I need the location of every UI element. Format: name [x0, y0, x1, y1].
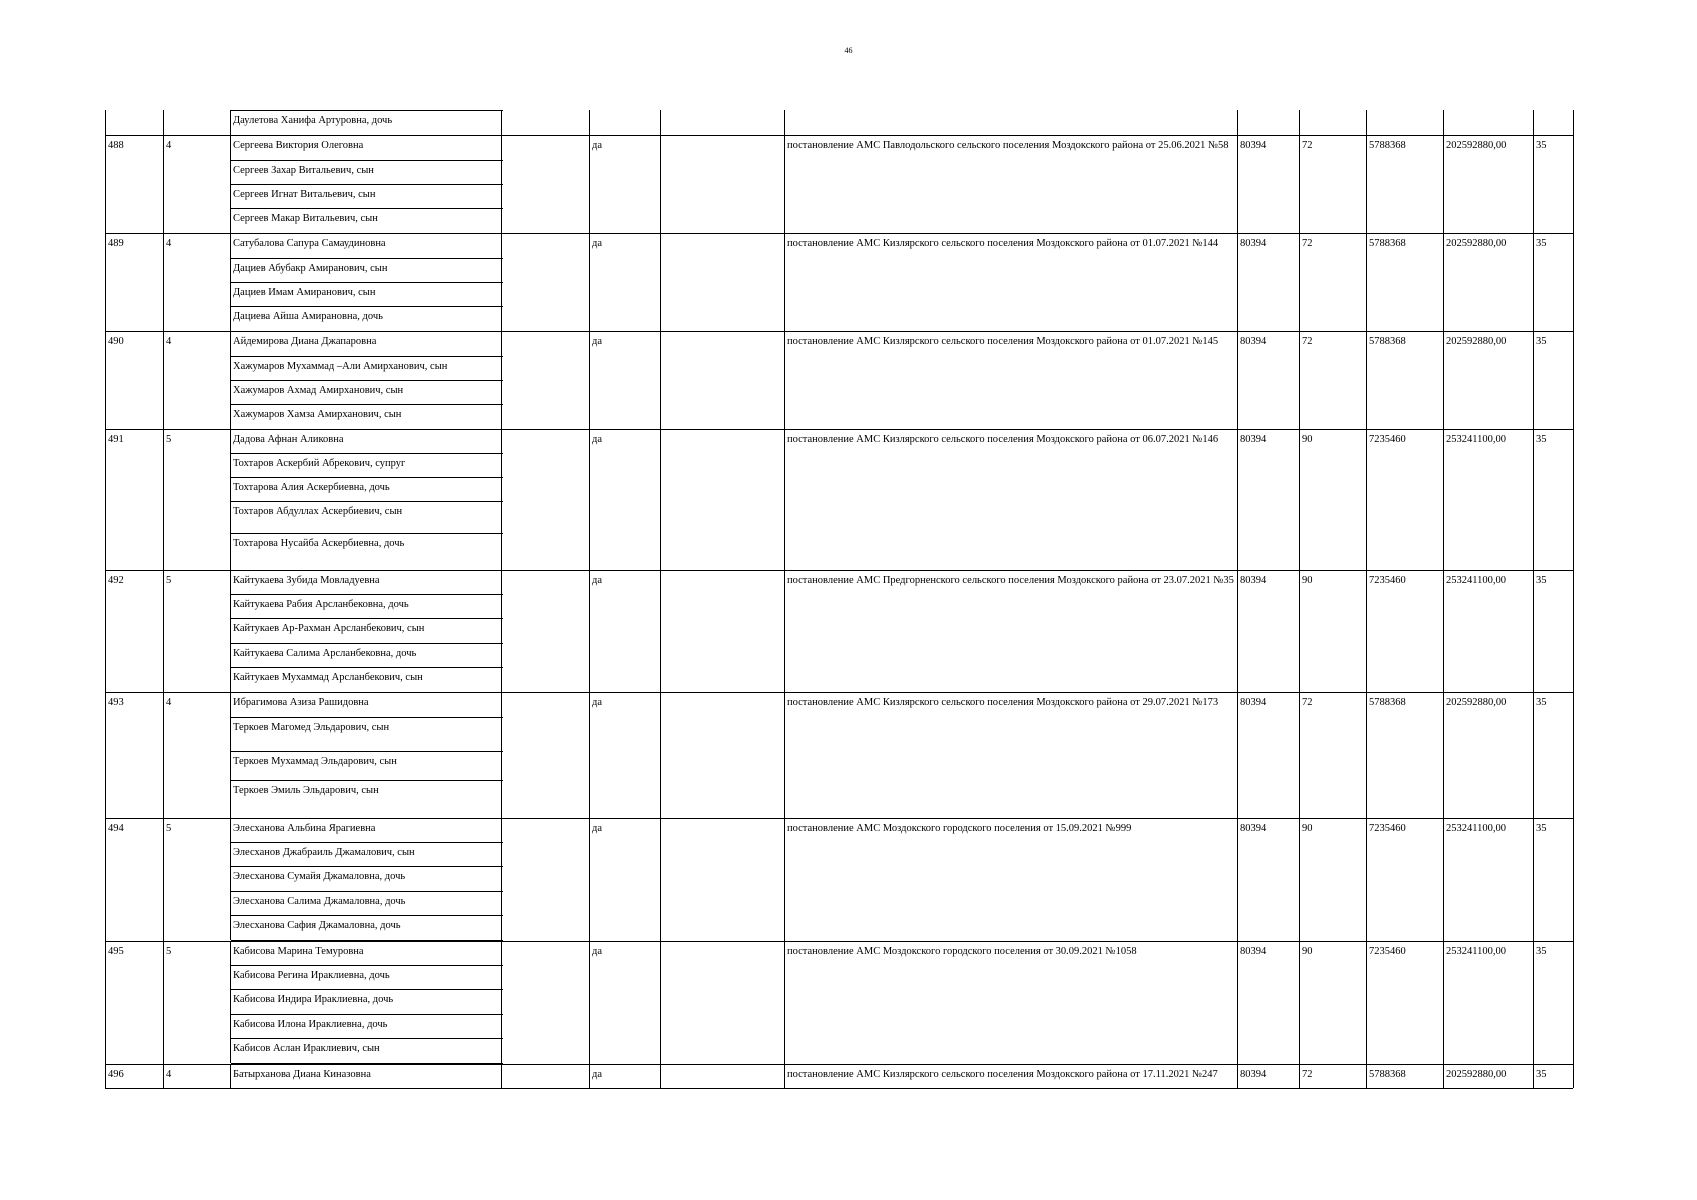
- family-member-name: Теркоев Мухаммад Эльдарович, сын: [233, 756, 397, 767]
- cell-sum: 5788368: [1369, 697, 1406, 708]
- cell-total: 202592880,00: [1446, 336, 1507, 347]
- cell-decision: постановление АМС Кизлярского сельского поселения Моздокского района от 29.07.2021 №173: [787, 697, 1219, 708]
- name-divider: [231, 643, 503, 644]
- cell-number: 495: [108, 946, 124, 957]
- family-member-name: Сергеева Виктория Олеговна: [233, 140, 364, 151]
- family-member-name: Дадова Афнан Аликовна: [233, 434, 344, 445]
- family-members-box: [230, 570, 502, 692]
- cell-norm: 80394: [1240, 238, 1267, 249]
- family-members-box: [230, 1064, 502, 1088]
- family-member-name: Кайтукаев Ар-Рахман Арсланбекович, сын: [233, 623, 425, 634]
- family-member-name: Сергеев Макар Витальевич, сын: [233, 213, 378, 224]
- family-member-name: Кайтукаева Зубида Мовладуевна: [233, 575, 380, 586]
- family-member-name: Тохтаров Аскербий Абрекович, супруг: [233, 458, 406, 469]
- cell-norm: 80394: [1240, 336, 1267, 347]
- cell-number: 489: [108, 238, 124, 249]
- family-member-name: Дациева Айша Амирановна, дочь: [233, 311, 383, 322]
- name-divider: [231, 331, 503, 332]
- cell-area: 72: [1302, 238, 1313, 249]
- column-divider: [1573, 110, 1574, 1088]
- family-member-name: Сатубалова Сапура Самаудиновна: [233, 238, 386, 249]
- cell-flag: да: [592, 434, 603, 445]
- cell-area: 72: [1302, 336, 1313, 347]
- family-members-box: [230, 135, 502, 233]
- cell-last: 35: [1536, 1069, 1547, 1080]
- cell-flag: да: [592, 140, 603, 151]
- cell-last: [1534, 114, 1572, 135]
- cell-area: 90: [1302, 575, 1313, 586]
- name-divider: [231, 751, 503, 752]
- cell-total: 253241100,00: [1446, 946, 1506, 957]
- cell-family-size: 5: [166, 434, 172, 445]
- name-divider: [231, 184, 503, 185]
- name-divider: [231, 594, 503, 595]
- name-divider: [231, 306, 503, 307]
- cell-norm: 80394: [1240, 946, 1267, 957]
- cell-decision: постановление АМС Кизлярского сельского поселения Моздокского района от 01.07.2021 №145: [787, 336, 1219, 347]
- cell-area: 90: [1302, 823, 1313, 834]
- family-member-name: Дациев Абубакр Амиранович, сын: [233, 263, 388, 274]
- family-member-name: Хажумаров Мухаммад –Али Амирханович, сын: [233, 361, 448, 372]
- name-divider: [231, 282, 503, 283]
- cell-sum: 7235460: [1369, 823, 1406, 834]
- cell-norm: 80394: [1240, 823, 1267, 834]
- name-divider: [231, 356, 503, 357]
- cell-number: 494: [108, 823, 124, 834]
- cell-family-size: 4: [166, 238, 172, 249]
- cell-flag: да: [592, 336, 603, 347]
- family-members-box: [230, 110, 502, 135]
- family-member-name: Кабисова Марина Темуровна: [233, 946, 364, 957]
- family-member-name: Айдемирова Диана Джапаровна: [233, 336, 377, 347]
- name-divider: [231, 941, 503, 942]
- name-divider: [231, 380, 503, 381]
- cell-last: 35: [1536, 140, 1547, 151]
- cell-number: [106, 114, 162, 135]
- cell-decision: постановление АМС Предгорненского сельского поселения Моздокского района от 23.07.2021 №35: [787, 575, 1234, 586]
- cell-sum: 7235460: [1369, 434, 1406, 445]
- name-divider: [231, 965, 503, 966]
- family-member-name: Кабисова Индира Ираклиевна, дочь: [233, 994, 394, 1005]
- cell-family-size: 5: [166, 946, 172, 957]
- cell-family-size: 4: [166, 336, 172, 347]
- family-members-box: [230, 233, 502, 331]
- cell-sum: 5788368: [1369, 238, 1406, 249]
- name-divider: [231, 208, 503, 209]
- family-member-name: Элесханова Альбина Ярагиевна: [233, 823, 376, 834]
- cell-decision: постановление АМС Моздокского городского поселения от 15.09.2021 №999: [787, 823, 1132, 834]
- cell-last: 35: [1536, 336, 1547, 347]
- family-member-name: Тохтаров Абдуллах Аскербиевич, сын: [233, 506, 403, 517]
- name-divider: [231, 570, 503, 571]
- name-divider: [231, 667, 503, 668]
- cell-area: [1300, 114, 1365, 135]
- name-divider: [231, 842, 503, 843]
- family-member-name: Кабисова Регина Ираклиевна, дочь: [233, 970, 390, 981]
- cell-norm: 80394: [1240, 697, 1267, 708]
- cell-total: 202592880,00: [1446, 1069, 1507, 1080]
- cell-total: 202592880,00: [1446, 238, 1507, 249]
- cell-family-size: 4: [166, 697, 172, 708]
- family-member-name: Элесханова Салима Джамаловна, дочь: [233, 896, 406, 907]
- family-member-name: Батырханова Диана Киназовна: [233, 1069, 371, 1080]
- name-divider: [231, 692, 503, 693]
- cell-sum: 5788368: [1369, 336, 1406, 347]
- family-member-name: Кайтукаева Рабия Арсланбековна, дочь: [233, 599, 409, 610]
- name-divider: [231, 780, 503, 781]
- cell-flag: да: [592, 238, 603, 249]
- cell-flag: да: [592, 697, 603, 708]
- cell-area: 72: [1302, 697, 1313, 708]
- family-members-box: [230, 941, 502, 1063]
- cell-family-size: 5: [166, 575, 172, 586]
- name-divider: [231, 160, 503, 161]
- name-divider: [231, 915, 503, 916]
- family-member-name: Сергеев Игнат Витальевич, сын: [233, 189, 376, 200]
- cell-decision: постановление АМС Павлодольского сельского поселения Моздокского района от 25.06.2021 №58: [787, 140, 1229, 151]
- cell-total: 253241100,00: [1446, 434, 1506, 445]
- name-divider: [231, 429, 503, 430]
- family-member-name: Теркоев Эмиль Эльдарович, сын: [233, 785, 379, 796]
- name-divider: [231, 818, 503, 819]
- family-member-name: Даулетова Ханифа Артуровна, дочь: [233, 115, 393, 126]
- family-member-name: Кайтукаев Мухаммад Арсланбекович, сын: [233, 672, 423, 683]
- cell-sum: 5788368: [1369, 1069, 1406, 1080]
- cell-number: 493: [108, 697, 124, 708]
- name-divider: [231, 135, 503, 136]
- cell-number: 488: [108, 140, 124, 151]
- cell-flag: [590, 114, 659, 135]
- cell-number: 492: [108, 575, 124, 586]
- cell-decision: постановление АМС Кизлярского сельского поселения Моздокского района от 06.07.2021 №146: [787, 434, 1219, 445]
- family-member-name: Теркоев Магомед Эльдарович, сын: [233, 722, 390, 733]
- name-divider: [231, 891, 503, 892]
- cell-norm: [1238, 114, 1298, 135]
- cell-sum: [1367, 114, 1442, 135]
- cell-total: 253241100,00: [1446, 823, 1506, 834]
- family-members-box: [230, 818, 502, 940]
- family-members-box: [230, 692, 502, 818]
- cell-area: 72: [1302, 1069, 1313, 1080]
- name-divider: [231, 233, 503, 234]
- cell-sum: 7235460: [1369, 946, 1406, 957]
- family-member-name: Кабисова Илона Ираклиевна, дочь: [233, 1019, 388, 1030]
- cell-flag: да: [592, 823, 603, 834]
- page-number: 46: [844, 46, 853, 55]
- cell-decision: постановление АМС Моздокского городского поселения от 30.09.2021 №1058: [787, 946, 1137, 957]
- cell-flag: да: [592, 946, 603, 957]
- cell-family-size: 5: [166, 823, 172, 834]
- family-member-name: Сергеев Захар Витальевич, сын: [233, 165, 374, 176]
- family-member-name: Элесханов Джабраиль Джамалович, сын: [233, 847, 415, 858]
- name-divider: [231, 1064, 503, 1065]
- name-divider: [231, 618, 503, 619]
- name-divider: [231, 866, 503, 867]
- family-member-name: Тохтарова Нусайба Аскербиевна, дочь: [233, 538, 405, 549]
- name-divider: [231, 1088, 503, 1089]
- name-divider: [231, 110, 503, 111]
- cell-family-size: [164, 114, 229, 135]
- cell-total: [1444, 114, 1532, 135]
- cell-total: 253241100,00: [1446, 575, 1506, 586]
- cell-family-size: 4: [166, 1069, 172, 1080]
- cell-flag: да: [592, 1069, 603, 1080]
- name-divider: [231, 477, 503, 478]
- name-divider: [231, 1038, 503, 1039]
- cell-last: 35: [1536, 946, 1547, 957]
- cell-total: 202592880,00: [1446, 697, 1507, 708]
- family-member-name: Элесханова Сафия Джамаловна, дочь: [233, 920, 401, 931]
- family-member-name: Тохтарова Алия Аскербиевна, дочь: [233, 482, 390, 493]
- family-members-box: [230, 429, 502, 570]
- cell-decision: [785, 114, 1236, 135]
- cell-last: 35: [1536, 575, 1547, 586]
- cell-area: 90: [1302, 434, 1313, 445]
- cell-number: 491: [108, 434, 124, 445]
- name-divider: [231, 989, 503, 990]
- cell-total: 202592880,00: [1446, 140, 1507, 151]
- family-member-name: Хажумаров Ахмад Амирханович, сын: [233, 385, 404, 396]
- family-member-name: Кайтукаева Салима Арсланбековна, дочь: [233, 648, 417, 659]
- name-divider: [231, 404, 503, 405]
- cell-norm: 80394: [1240, 140, 1267, 151]
- family-member-name: Хажумаров Хамза Амирханович, сын: [233, 409, 402, 420]
- cell-norm: 80394: [1240, 434, 1267, 445]
- cell-number: 490: [108, 336, 124, 347]
- family-member-name: Дациев Имам Амиранович, сын: [233, 287, 376, 298]
- cell-flag: да: [592, 575, 603, 586]
- name-divider: [231, 533, 503, 534]
- name-divider: [231, 453, 503, 454]
- cell-last: 35: [1536, 238, 1547, 249]
- family-member-name: Элесханова Сумайя Джамаловна, дочь: [233, 871, 406, 882]
- cell-family-size: 4: [166, 140, 172, 151]
- cell-sum: 5788368: [1369, 140, 1406, 151]
- cell-area: 90: [1302, 946, 1313, 957]
- cell-decision: постановление АМС Кизлярского сельского поселения Моздокского района от 01.07.2021 №144: [787, 238, 1219, 249]
- name-divider: [231, 1014, 503, 1015]
- cell-sum: 7235460: [1369, 575, 1406, 586]
- family-member-name: Кабисов Аслан Ираклиевич, сын: [233, 1043, 380, 1054]
- name-divider: [231, 501, 503, 502]
- cell-norm: 80394: [1240, 575, 1267, 586]
- cell-last: 35: [1536, 823, 1547, 834]
- name-divider: [231, 717, 503, 718]
- family-members-box: [230, 331, 502, 429]
- cell-last: 35: [1536, 697, 1547, 708]
- name-divider: [231, 258, 503, 259]
- cell-last: 35: [1536, 434, 1547, 445]
- cell-decision: постановление АМС Кизлярского сельского поселения Моздокского района от 17.11.2021 №247: [787, 1069, 1218, 1080]
- family-member-name: Ибрагимова Азиза Рашидовна: [233, 697, 369, 708]
- cell-norm: 80394: [1240, 1069, 1267, 1080]
- cell-area: 72: [1302, 140, 1313, 151]
- cell-number: 496: [108, 1069, 124, 1080]
